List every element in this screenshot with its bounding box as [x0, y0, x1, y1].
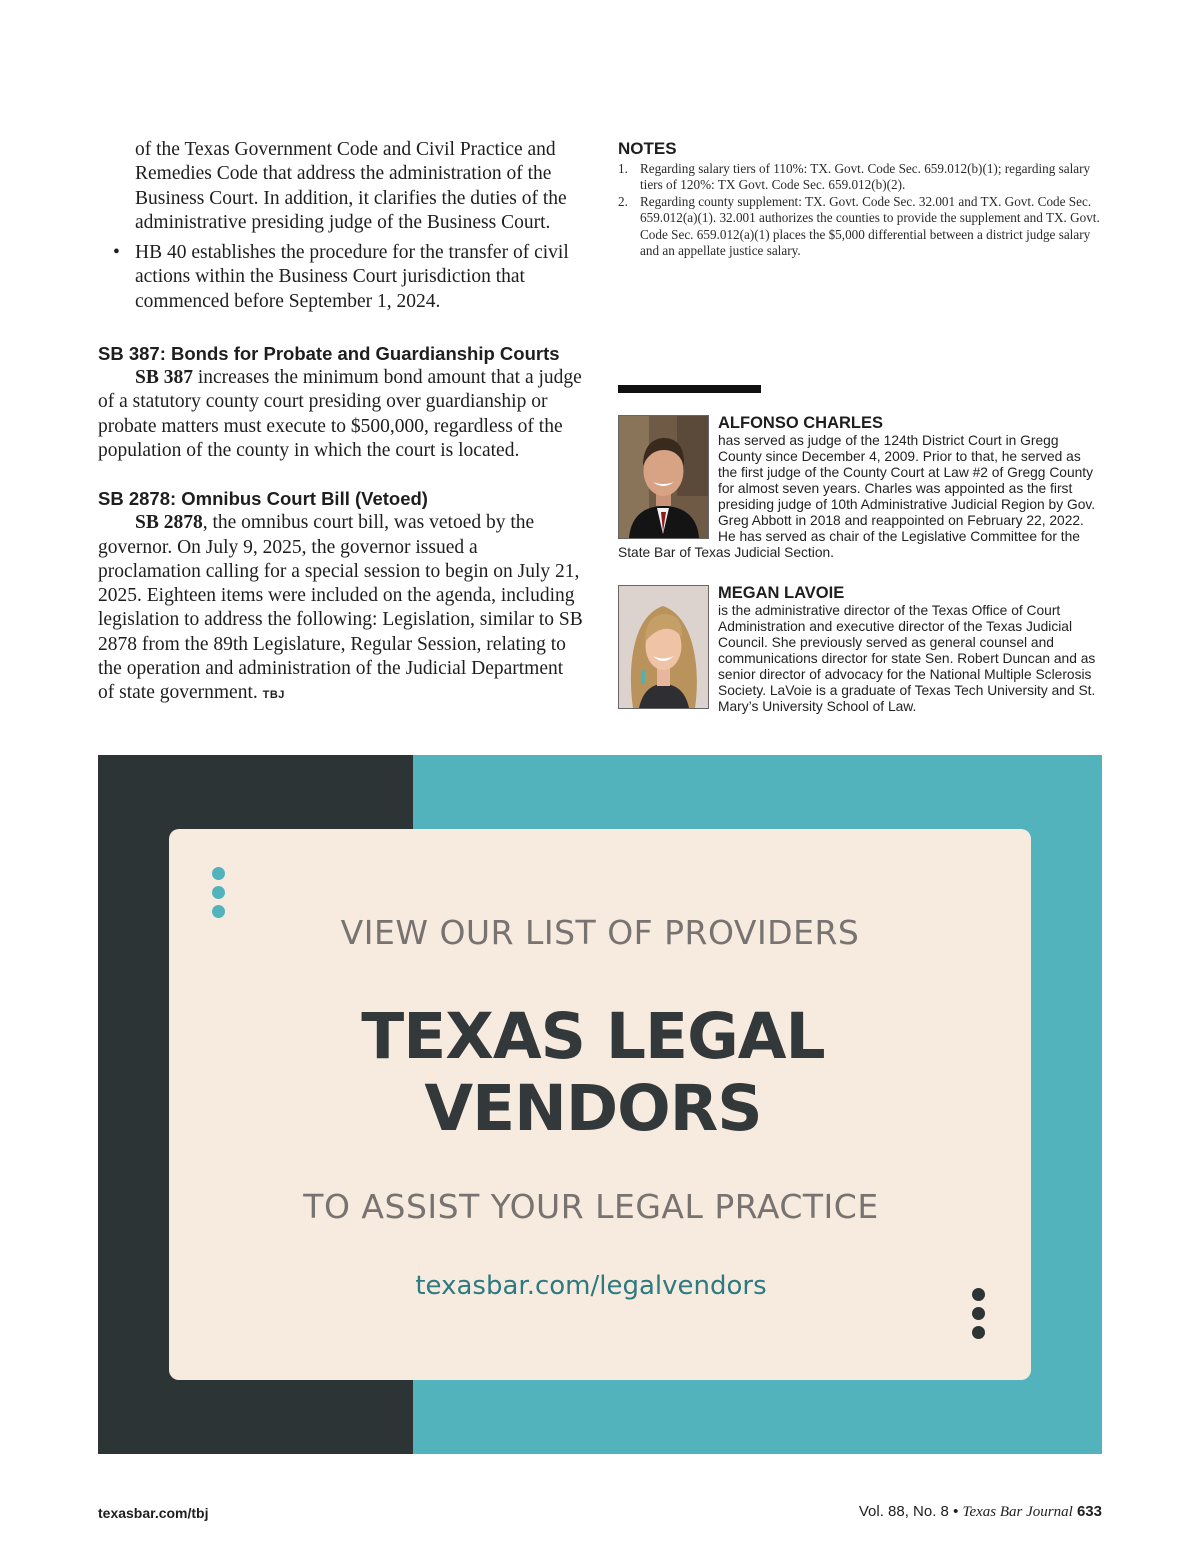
- list-item: [98, 241, 584, 314]
- note-item: [618, 194, 1102, 260]
- bullet-list: [98, 241, 584, 314]
- bill-lead: SB 2878: [135, 512, 203, 534]
- ad-title: [169, 1001, 1017, 1145]
- bio-text: has served as judge of the 124th District Court in Gregg County since December 4, 2009. Prior to that, he served as the first judge of the County Court at Law #2 of Gregg County for almost seven years. Charles was appointed as the first presiding judge of 10th Administrative Judicial Region by Gov. Greg Abbott in 2018 and reappointed on February 22, 2022. He has served as chair of the Legislative Committee for the State Bar of Texas Judicial Section.: [618, 433, 1096, 560]
- section-heading-sb387: SB 387: Bonds for Probate and Guardianship Courts: [98, 343, 560, 365]
- bio-text: is the administrative director of the Texas Office of Court Administration and executive director of the Texas Judicial Council. She previously served as general counsel and communications director for state Sen. Robert Duncan and as senior director of advocacy for the National Multiple Sclerosis Society. LaVoie is a graduate of Texas Tech University and St. Mary’s University School of Law.: [718, 603, 1096, 714]
- author-photo: [618, 415, 709, 539]
- author-bio-lavoie: [618, 584, 1102, 715]
- bio-name: ALFONSO CHARLES: [718, 414, 883, 432]
- legal-vendors-ad[interactable]: [98, 755, 1102, 1454]
- bill-text: increases the minimum bond amount that a judge of a statutory county court presiding over guardianship or probate matters must execute to $500,000, regardless of the population of the county in which the court is located.: [98, 367, 582, 461]
- footer-journal: Texas Bar Journal: [962, 1504, 1073, 1520]
- author-bio-charles: [618, 414, 1102, 561]
- bullet-marker: •: [113, 242, 120, 264]
- portrait-icon: [619, 416, 708, 538]
- notes-title: NOTES: [618, 139, 677, 158]
- portrait-icon: [619, 586, 708, 708]
- continuation-paragraph: of the Texas Government Code and Civil Practice and Remedies Code that address the administration of the Business Court. In addition, it clarifies the duties of the administrative presiding judge of the Business Court.: [135, 139, 567, 233]
- note-number: 2.: [618, 193, 628, 209]
- section-body-sb2878: [98, 511, 584, 707]
- notes-list: [618, 161, 1102, 259]
- ad-tagline: TO ASSIST YOUR LEGAL PRACTICE: [303, 1187, 879, 1226]
- ad-subheading: VIEW OUR LIST OF PROVIDERS: [340, 913, 860, 952]
- ad-card: [169, 829, 1031, 1380]
- ad-title-line: VENDORS: [424, 1072, 762, 1145]
- notes-section: [618, 139, 1102, 259]
- ad-title-line: TEXAS LEGAL: [361, 1000, 825, 1073]
- note-number: 1.: [618, 161, 628, 176]
- bio-name: MEGAN LAVOIE: [718, 584, 845, 602]
- page-number: 633: [1076, 1503, 1102, 1520]
- section-body-sb387: [98, 366, 584, 463]
- bullet-text: HB 40 establishes the procedure for the transfer of civil actions within the Business Court jurisdiction that commenced before September 1, 2024.: [135, 242, 569, 312]
- left-column: [98, 138, 584, 708]
- note-item: [618, 161, 1102, 194]
- section-divider: [618, 385, 761, 393]
- ad-url-link[interactable]: texasbar.com/legalvendors: [415, 1271, 767, 1301]
- bill-lead: SB 387: [135, 367, 193, 389]
- end-mark: TBJ: [262, 689, 285, 702]
- section-heading-sb2878: SB 2878: Omnibus Court Bill (Vetoed): [98, 488, 428, 510]
- author-photo: [618, 585, 709, 709]
- footer-issue-info: [859, 1503, 1102, 1521]
- footer-site-link[interactable]: texasbar.com/tbj: [98, 1505, 209, 1521]
- footer-separator: •: [953, 1503, 959, 1520]
- footer-volume: Vol. 88, No. 8: [858, 1503, 949, 1520]
- note-text: Regarding county supplement: TX. Govt. Code Sec. 32.001 and TX. Govt. Code Sec. 659.012(a)(1). 32.001 authorizes the counties to provide the supplement and TX. Govt. Code Sec. 659.012(a)(1) places the $5,000 differential between a district judge salary and an appellate justice salary.: [640, 193, 1100, 259]
- dots-decoration-icon: [972, 1288, 985, 1345]
- bill-text: , the omnibus court bill, was vetoed by the governor. On July 9, 2025, the governor issued a proclamation calling for a special session to begin on July 21, 2025. Eighteen items were included on the agenda, including legislation to address the following: Legislation, similar to SB 2878 from the 89th Legislature, Regular Session, relating to the operation and administration of the Judicial Department of state government.: [98, 512, 583, 704]
- note-text: Regarding salary tiers of 110%: TX. Govt. Code Sec. 659.012(b)(1); regarding salary tiers of 120%: TX Govt. Code Sec. 659.012(b)(2).: [640, 161, 1091, 193]
